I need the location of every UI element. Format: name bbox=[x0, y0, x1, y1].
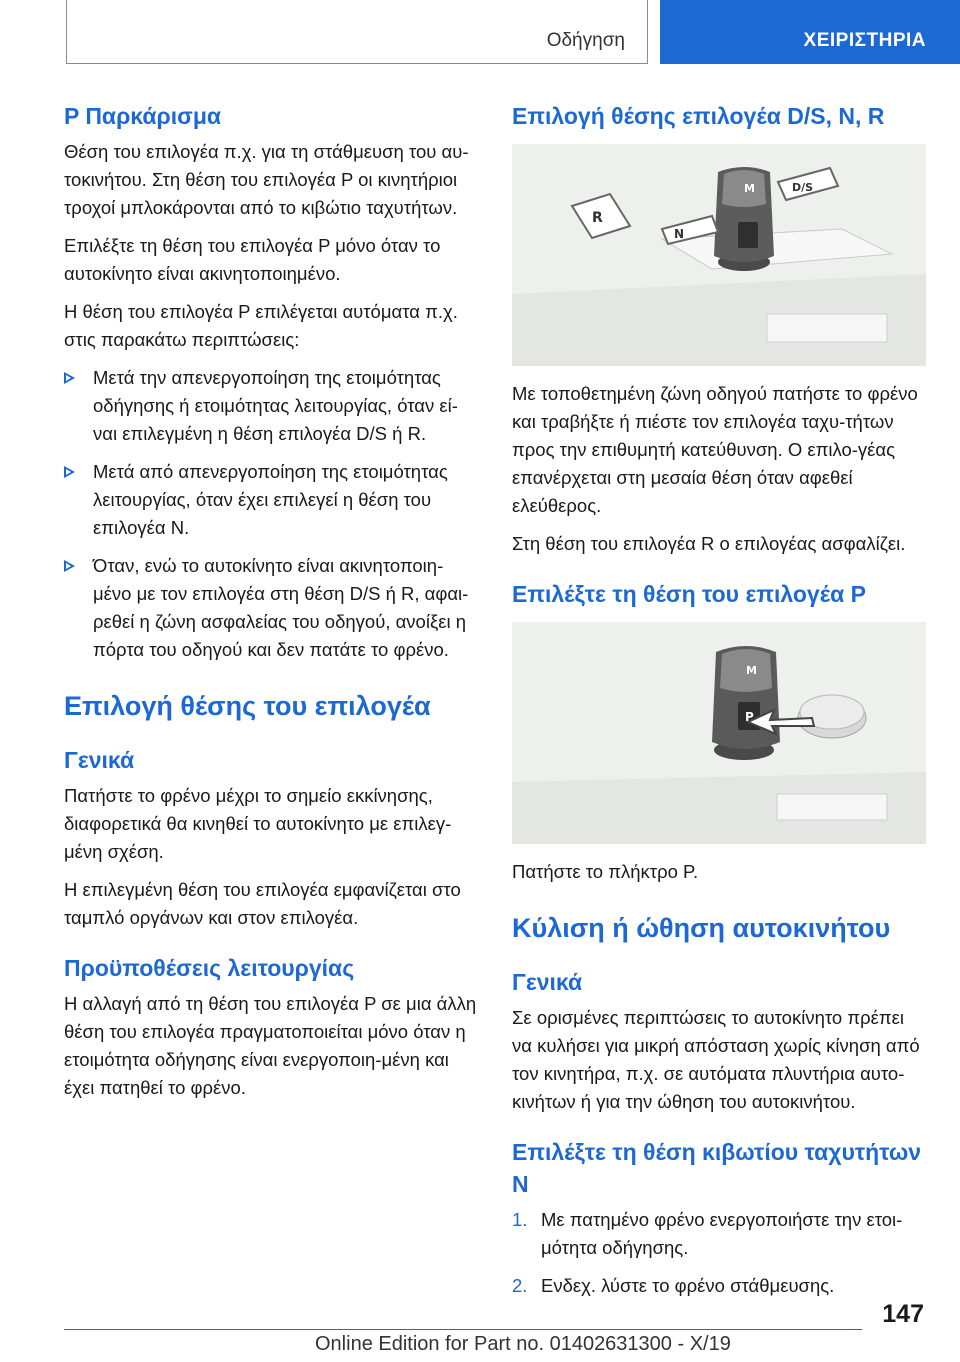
prerequisites-heading: Προϋποθέσεις λειτουργίας bbox=[64, 955, 355, 981]
rolling-heading: Κύλιση ή ώθηση αυτοκινήτου bbox=[512, 913, 891, 943]
neutral-heading: Επιλέξτε τη θέση κιβωτίου ταχυτήτων N bbox=[512, 1139, 922, 1197]
general-heading: Γενικά bbox=[64, 747, 135, 773]
step-item bbox=[512, 1206, 926, 1262]
prerequisites-paragraph: Η αλλαγή από τη θέση του επιλογέα P σε μια άλλη θέση του επιλογέα πραγματοποιείται μόνο όταν η ετοιμότητα οδήγησης είναι ενεργοποιη-μένη και έχει πατηθεί το φρένο. bbox=[64, 993, 477, 1098]
rolling-paragraph: Σε ορισμένες περιπτώσεις το αυτοκίνητο πρέπει να κυλήσει για μικρή απόσταση χωρίς κίνηση από τον κινητήρα, π.χ. σε αυτόματα πλυντήρια αυτο-κινήτων ή για την ώθηση του αυτοκινήτου. bbox=[512, 1007, 920, 1112]
select-p-heading: Επιλέξτε τη θέση του επιλογέα P bbox=[512, 581, 866, 607]
bullet-triangle-icon bbox=[64, 560, 75, 572]
p-key-label: P bbox=[745, 710, 754, 724]
list-item bbox=[64, 458, 478, 542]
neutral-steps-list bbox=[512, 1206, 926, 1300]
step-item bbox=[512, 1272, 926, 1300]
bullet-triangle-icon bbox=[64, 466, 75, 478]
header-section-tab bbox=[66, 0, 648, 64]
general-paragraph-1: Πατήστε το φρένο μέχρι το σημείο εκκίνησης, διαφορετικά θα κινηθεί το αυτοκίνητο με επιλεγ-μένη σχέση. bbox=[64, 785, 452, 862]
r-arrow-label: R bbox=[592, 210, 603, 226]
select-position-heading: Επιλογή θέσης του επιλογέα bbox=[64, 691, 431, 721]
list-item-text: Μετά από απενεργοποίηση της ετοιμότητας λειτουργίας, όταν έχει επιλεγεί η θέση του επιλογέα N. bbox=[93, 461, 448, 538]
list-item-text: Όταν, ενώ το αυτοκίνητο είναι ακινητοποιη-μένο με τον επιλογέα στη θέση D/S ή R, αφαι-ρεθεί η ζώνη ασφαλείας του οδηγού, ανοίξει η πόρτα του οδηγού και δεν πατάτε το φρένο. bbox=[93, 555, 469, 660]
park-paragraph-1: Θέση του επιλογέα π.χ. για τη στάθμευση του αυ-τοκινήτου. Στη θέση του επιλογέα P οι κινητήριοι τροχοί μπλοκάρονται από το κιβώτιο ταχυτήτων. bbox=[64, 141, 469, 218]
p-button-figure bbox=[512, 622, 926, 844]
page-number: 147 bbox=[882, 1300, 924, 1328]
footer-edition: Online Edition for Part no. 01402631300 - X/19 bbox=[315, 1333, 731, 1355]
park-paragraph-2: Επιλέξτε τη θέση του επιλογέα P μόνο όταν το αυτοκίνητο είναι ακινητοποιημένο. bbox=[64, 235, 441, 284]
park-paragraph-3: Η θέση του επιλογέα P επιλέγεται αυτόματα π.χ. στις παρακάτω περιπτώσεις: bbox=[64, 301, 458, 350]
step-number: 2. bbox=[512, 1275, 528, 1296]
header-section-label: Οδήγηση bbox=[546, 30, 625, 51]
header-chapter-tab: ΧΕΙΡΙΣΤΗΡΙΑ bbox=[660, 0, 960, 64]
selector-lever-figure bbox=[512, 144, 926, 366]
ds-arrow-label: D/S bbox=[792, 181, 814, 194]
n-arrow-label: N bbox=[674, 227, 685, 241]
m-badge-text: M bbox=[744, 182, 755, 195]
list-item bbox=[64, 552, 478, 664]
dsnr-heading: Επιλογή θέσης επιλογέα D/S, N, R bbox=[512, 103, 885, 129]
step-text: Ενδεχ. λύστε το φρένο στάθμευσης. bbox=[541, 1275, 835, 1296]
rolling-general-heading: Γενικά bbox=[512, 969, 583, 995]
bullet-triangle-icon bbox=[64, 372, 75, 384]
footer-divider bbox=[64, 1329, 862, 1330]
park-heading: P Παρκάρισμα bbox=[64, 103, 222, 129]
dsnr-paragraph-2: Στη θέση του επιλογέα R ο επιλογέας ασφαλίζει. bbox=[512, 533, 906, 554]
auto-park-list bbox=[64, 364, 478, 664]
m-badge-text: M bbox=[746, 664, 757, 677]
step-text: Με πατημένο φρένο ενεργοποιήστε την ετοι-μότητα οδήγησης. bbox=[541, 1209, 903, 1258]
right-column bbox=[512, 96, 926, 1310]
list-item-text: Μετά την απενεργοποίηση της ετοιμότητας οδήγησης ή ετοιμότητας λειτουργίας, όταν εί-ναι επιλεγμένη η θέση επιλογέα D/S ή R. bbox=[93, 367, 458, 444]
dsnr-paragraph-1: Με τοποθετημένη ζώνη οδηγού πατήστε το φρένο και τραβήξτε ή πιέστε τον επιλογέα ταχυ-τήτων προς την επιθυμητή κατεύθυνση. Ο επιλο-γέας επανέρχεται στη μεσαία θέση όταν αφεθεί ελεύθερος. bbox=[512, 383, 918, 516]
list-item bbox=[64, 364, 478, 448]
general-paragraph-2: Η επιλεγμένη θέση του επιλογέα εμφανίζεται στο ταμπλό οργάνων και στον επιλογέα. bbox=[64, 879, 461, 928]
left-column bbox=[64, 96, 478, 1112]
select-p-paragraph: Πατήστε το πλήκτρο P. bbox=[512, 861, 699, 882]
step-number: 1. bbox=[512, 1209, 528, 1230]
